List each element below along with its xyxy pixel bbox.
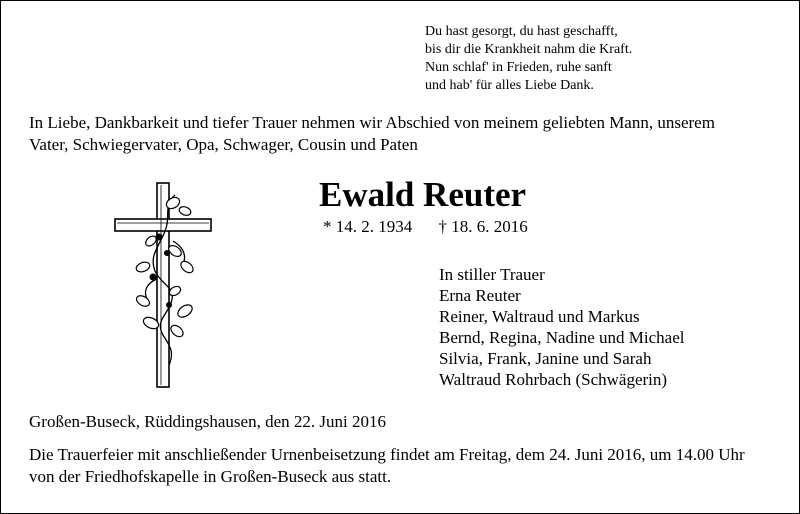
place-and-date: Großen-Buseck, Rüddingshausen, den 22. Juni 2016 [29, 412, 386, 431]
mourner-entry: Erna Reuter [439, 286, 521, 305]
deceased-name: Ewald Reuter [319, 175, 527, 214]
mourner-entry: Waltraud Rohrbach (Schwägerin) [439, 370, 668, 389]
funeral-line: von der Friedhofskapelle in Großen-Buseck aus statt. [29, 467, 392, 486]
funeral-info [29, 444, 789, 488]
poem-line: Du hast gesorgt, du hast geschafft, [425, 24, 618, 39]
life-dates [323, 217, 528, 237]
poem-line: und hab' für alles Liebe Dank. [425, 78, 594, 93]
mourner-entry: Bernd, Regina, Nadine und Michael [439, 328, 685, 347]
mourners-heading: In stiller Trauer [439, 265, 545, 284]
cross-with-roses-icon [113, 181, 213, 391]
mourner-entry: Silvia, Frank, Janine und Sarah [439, 349, 652, 368]
poem [425, 23, 632, 95]
poem-line: Nun schlaf' in Frieden, ruhe sanft [425, 60, 612, 75]
death-date: † 18. 6. 2016 [438, 217, 528, 236]
intro-line: In Liebe, Dankbarkeit und tiefer Trauer nehmen wir Abschied von meinem geliebten Mann, unserem [29, 113, 715, 132]
birth-date: * 14. 2. 1934 [323, 217, 413, 236]
intro-text [29, 112, 789, 156]
mourners-list [439, 264, 685, 390]
mourner-entry: Reiner, Waltraud und Markus [439, 307, 640, 326]
funeral-line: Die Trauerfeier mit anschließender Urnenbeisetzung findet am Freitag, dem 24. Juni 2016, um 14.00 Uhr [29, 445, 745, 464]
poem-line: bis dir die Krankheit nahm die Kraft. [425, 42, 633, 57]
intro-line: Vater, Schwiegervater, Opa, Schwager, Cousin und Paten [29, 135, 418, 154]
